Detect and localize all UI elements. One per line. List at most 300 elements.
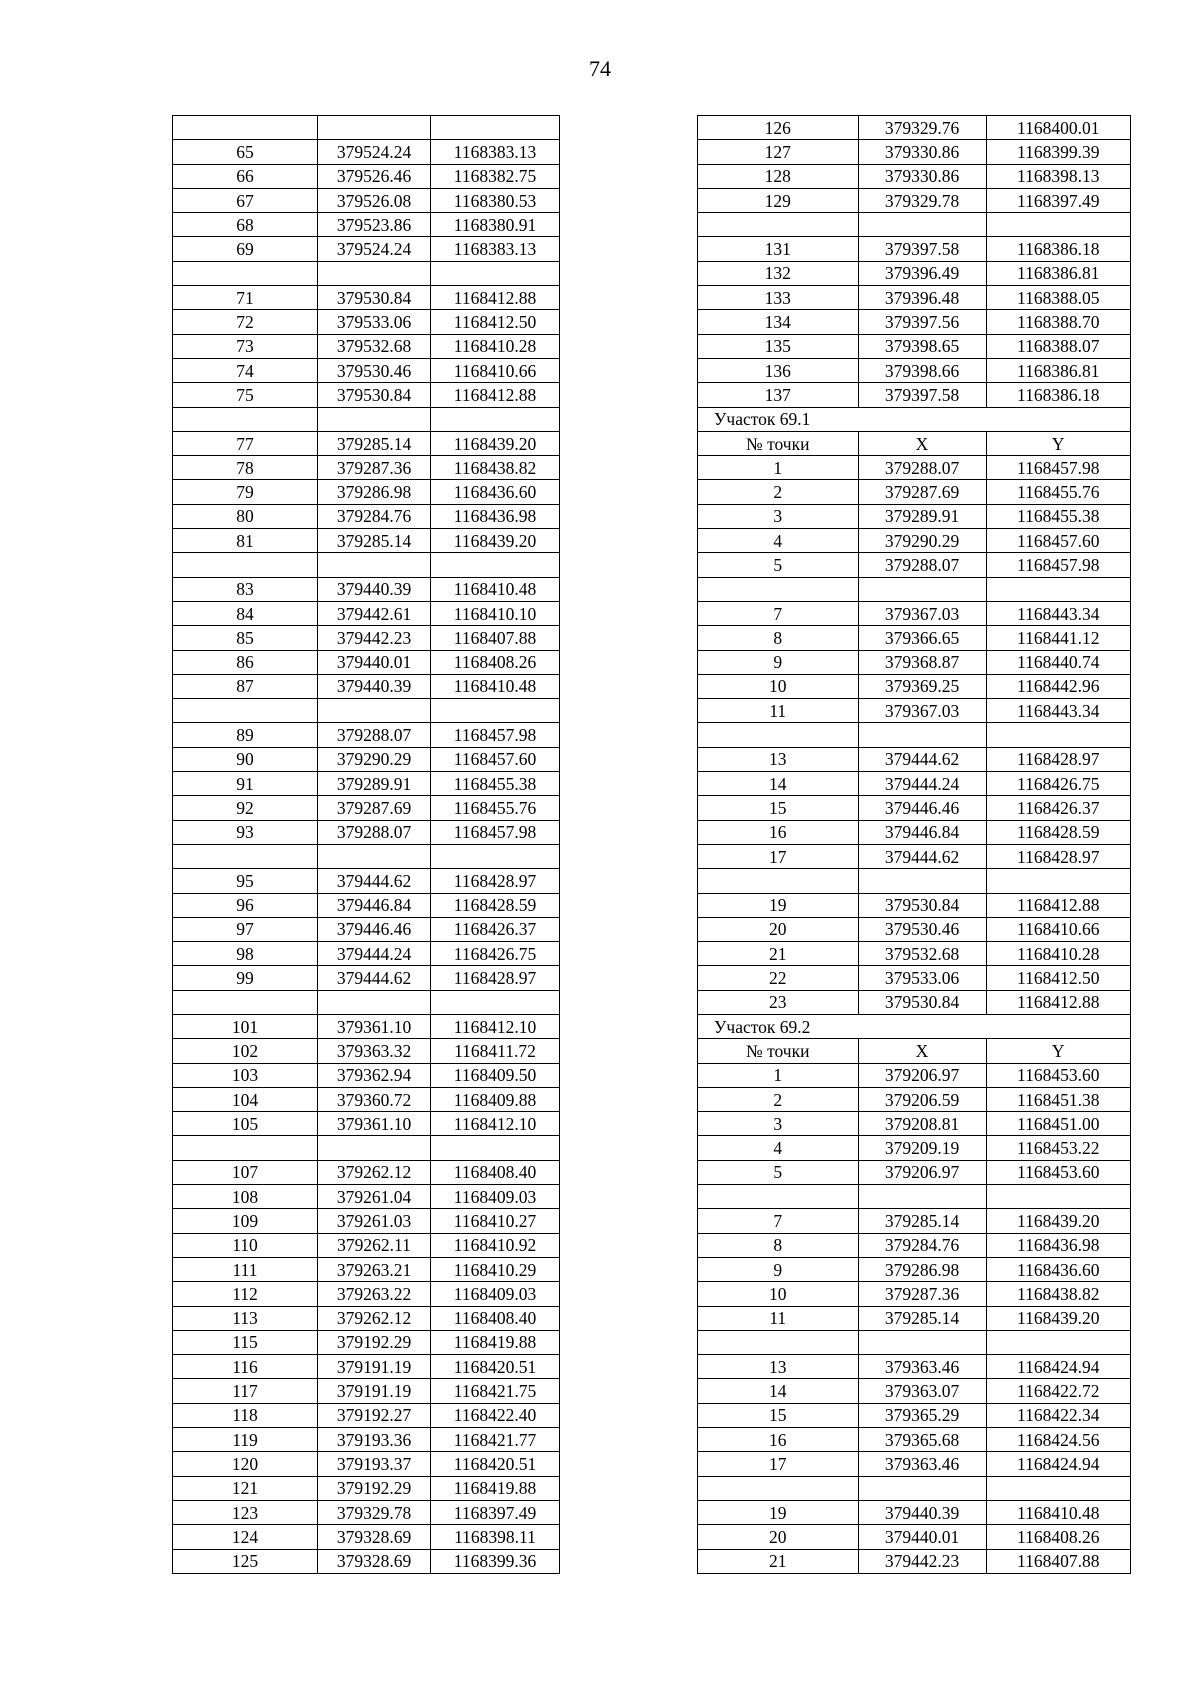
y-coordinate-cell: 1168410.29 xyxy=(431,1257,560,1281)
x-coordinate-cell: 379328.69 xyxy=(318,1549,431,1573)
table-row xyxy=(698,358,1131,382)
x-coordinate-cell xyxy=(858,1476,986,1500)
y-coordinate-cell: 1168457.98 xyxy=(986,456,1131,480)
point-number-cell: 125 xyxy=(173,1549,318,1573)
section-heading-spacer xyxy=(986,407,1131,431)
empty-separator-row xyxy=(698,869,1131,893)
empty-separator-row xyxy=(173,261,560,285)
x-coordinate-cell: 379440.39 xyxy=(858,1500,986,1524)
coordinates-table-left xyxy=(172,115,560,1574)
x-coordinate-cell: 379523.86 xyxy=(318,213,431,237)
table-row xyxy=(173,796,560,820)
table-row xyxy=(173,772,560,796)
table-row xyxy=(698,1112,1131,1136)
table-row xyxy=(173,1500,560,1524)
x-coordinate-cell: 379193.37 xyxy=(318,1452,431,1476)
y-coordinate-cell: 1168412.50 xyxy=(986,966,1131,990)
x-coordinate-cell: 379329.78 xyxy=(318,1500,431,1524)
x-coordinate-cell: 379444.62 xyxy=(858,747,986,771)
table-row xyxy=(173,1160,560,1184)
table-row xyxy=(173,747,560,771)
table-row xyxy=(173,310,560,334)
y-coordinate-cell: 1168453.60 xyxy=(986,1063,1131,1087)
point-number-cell: 131 xyxy=(698,237,859,261)
point-number-cell xyxy=(173,261,318,285)
y-coordinate-cell xyxy=(986,1476,1131,1500)
table-row xyxy=(173,893,560,917)
x-coordinate-cell: 379288.07 xyxy=(858,456,986,480)
y-coordinate-cell: 1168410.66 xyxy=(431,358,560,382)
point-number-cell: 1 xyxy=(698,1063,859,1087)
x-coordinate-cell xyxy=(318,261,431,285)
y-coordinate-cell: 1168397.49 xyxy=(986,188,1131,212)
y-coordinate-cell: 1168383.13 xyxy=(431,140,560,164)
point-number-cell: 16 xyxy=(698,1428,859,1452)
x-coordinate-cell: 379361.10 xyxy=(318,1014,431,1038)
table-row xyxy=(698,1403,1131,1427)
x-coordinate-cell: 379365.29 xyxy=(858,1403,986,1427)
x-coordinate-cell: 379530.46 xyxy=(318,358,431,382)
y-coordinate-cell xyxy=(431,553,560,577)
y-coordinate-cell: 1168453.22 xyxy=(986,1136,1131,1160)
point-number-cell: 99 xyxy=(173,966,318,990)
coordinates-table-right-body xyxy=(698,116,1131,1574)
table-row xyxy=(173,1257,560,1281)
table-row xyxy=(698,188,1131,212)
empty-separator-row xyxy=(698,1185,1131,1209)
y-coordinate-cell: 1168451.38 xyxy=(986,1087,1131,1111)
y-coordinate-cell: 1168412.88 xyxy=(986,893,1131,917)
y-coordinate-cell: 1168408.26 xyxy=(431,650,560,674)
point-number-cell: 92 xyxy=(173,796,318,820)
y-coordinate-cell: 1168422.34 xyxy=(986,1403,1131,1427)
x-coordinate-cell: 379367.03 xyxy=(858,699,986,723)
empty-separator-row xyxy=(698,1476,1131,1500)
point-number-cell xyxy=(698,1330,859,1354)
table-row xyxy=(173,942,560,966)
x-coordinate-cell: 379285.14 xyxy=(858,1209,986,1233)
y-coordinate-cell: 1168439.20 xyxy=(431,529,560,553)
point-number-cell: 133 xyxy=(698,286,859,310)
point-number-cell: 11 xyxy=(698,699,859,723)
y-coordinate-cell: 1168442.96 xyxy=(986,674,1131,698)
table-row xyxy=(173,1525,560,1549)
point-number-cell: 134 xyxy=(698,310,859,334)
x-coordinate-cell: 379524.24 xyxy=(318,140,431,164)
x-coordinate-cell: 379398.66 xyxy=(858,358,986,382)
table-row xyxy=(698,310,1131,334)
y-coordinate-cell: 1168410.27 xyxy=(431,1209,560,1233)
table-row xyxy=(698,1282,1131,1306)
point-number-cell xyxy=(173,1136,318,1160)
x-coordinate-cell xyxy=(858,869,986,893)
y-coordinate-cell: 1168409.88 xyxy=(431,1087,560,1111)
point-number-cell: 69 xyxy=(173,237,318,261)
point-number-cell xyxy=(173,699,318,723)
point-number-cell xyxy=(173,116,318,140)
table-row xyxy=(173,188,560,212)
point-number-cell: 68 xyxy=(173,213,318,237)
x-coordinate-cell: 379289.91 xyxy=(318,772,431,796)
y-coordinate-cell: 1168400.01 xyxy=(986,116,1131,140)
table-row xyxy=(173,1379,560,1403)
x-coordinate-cell: 379262.12 xyxy=(318,1306,431,1330)
table-row xyxy=(698,1257,1131,1281)
y-coordinate-cell: 1168421.75 xyxy=(431,1379,560,1403)
point-number-cell: 8 xyxy=(698,1233,859,1257)
x-coordinate-cell: 379191.19 xyxy=(318,1379,431,1403)
table-row xyxy=(698,893,1131,917)
table-row xyxy=(173,456,560,480)
x-coordinate-cell: 379192.29 xyxy=(318,1476,431,1500)
x-coordinate-cell: 379193.36 xyxy=(318,1428,431,1452)
y-coordinate-cell: 1168410.10 xyxy=(431,601,560,625)
coordinates-table-left-body xyxy=(173,116,560,1574)
y-coordinate-cell: 1168407.88 xyxy=(431,626,560,650)
empty-separator-row xyxy=(698,1330,1131,1354)
y-coordinate-cell: 1168410.28 xyxy=(986,942,1131,966)
y-coordinate-cell: 1168412.88 xyxy=(431,383,560,407)
point-number-cell: 95 xyxy=(173,869,318,893)
x-coordinate-cell: 379532.68 xyxy=(858,942,986,966)
table-row xyxy=(698,1306,1131,1330)
point-number-cell: 97 xyxy=(173,917,318,941)
table-row xyxy=(698,1160,1131,1184)
y-coordinate-cell xyxy=(986,869,1131,893)
point-number-cell: 21 xyxy=(698,942,859,966)
x-coordinate-cell: 379533.06 xyxy=(318,310,431,334)
y-coordinate-cell: 1168436.98 xyxy=(986,1233,1131,1257)
y-coordinate-cell: 1168408.40 xyxy=(431,1306,560,1330)
x-coordinate-cell: 379530.84 xyxy=(318,286,431,310)
y-coordinate-cell: 1168386.81 xyxy=(986,261,1131,285)
x-coordinate-cell: 379369.25 xyxy=(858,674,986,698)
point-number-cell: 2 xyxy=(698,480,859,504)
x-coordinate-cell: 379263.22 xyxy=(318,1282,431,1306)
table-row xyxy=(698,237,1131,261)
x-coordinate-cell: 379442.23 xyxy=(318,626,431,650)
table-row xyxy=(173,286,560,310)
point-number-cell xyxy=(173,990,318,1014)
point-number-cell xyxy=(173,844,318,868)
point-number-cell: 17 xyxy=(698,1452,859,1476)
y-coordinate-cell: 1168428.97 xyxy=(431,966,560,990)
x-coordinate-cell xyxy=(858,1330,986,1354)
point-number-cell: 77 xyxy=(173,431,318,455)
point-number-cell: 19 xyxy=(698,893,859,917)
table-row xyxy=(698,140,1131,164)
x-coordinate-cell: 379446.84 xyxy=(318,893,431,917)
point-number-cell: 20 xyxy=(698,1525,859,1549)
point-number-cell: 17 xyxy=(698,844,859,868)
y-coordinate-cell: 1168457.60 xyxy=(431,747,560,771)
y-coordinate-cell: 1168438.82 xyxy=(431,456,560,480)
x-coordinate-cell: 379284.76 xyxy=(858,1233,986,1257)
table-row xyxy=(173,1452,560,1476)
table-row xyxy=(698,456,1131,480)
point-number-cell: 9 xyxy=(698,1257,859,1281)
x-coordinate-cell: 379262.11 xyxy=(318,1233,431,1257)
point-number-cell: 71 xyxy=(173,286,318,310)
table-row xyxy=(698,261,1131,285)
x-coordinate-cell: 379526.08 xyxy=(318,188,431,212)
y-coordinate-cell: 1168410.66 xyxy=(986,917,1131,941)
point-number-cell: 9 xyxy=(698,650,859,674)
point-number-cell: 23 xyxy=(698,990,859,1014)
point-number-cell: 5 xyxy=(698,1160,859,1184)
y-coordinate-cell xyxy=(431,261,560,285)
table-row xyxy=(698,334,1131,358)
x-coordinate-cell: 379362.94 xyxy=(318,1063,431,1087)
point-number-cell: 14 xyxy=(698,772,859,796)
y-coordinate-cell: 1168412.88 xyxy=(986,990,1131,1014)
table-row xyxy=(173,1428,560,1452)
x-coordinate-cell: 379446.46 xyxy=(858,796,986,820)
x-coordinate-cell: 379285.14 xyxy=(858,1306,986,1330)
y-coordinate-cell xyxy=(986,1330,1131,1354)
point-number-cell: 20 xyxy=(698,917,859,941)
y-coordinate-cell: 1168388.05 xyxy=(986,286,1131,310)
y-coordinate-cell xyxy=(986,213,1131,237)
y-coordinate-cell: 1168428.97 xyxy=(986,844,1131,868)
point-number-cell: 127 xyxy=(698,140,859,164)
y-coordinate-cell: 1168426.37 xyxy=(986,796,1131,820)
point-number-cell: 87 xyxy=(173,674,318,698)
x-coordinate-cell: 379287.36 xyxy=(858,1282,986,1306)
y-coordinate-cell: 1168457.60 xyxy=(986,529,1131,553)
y-coordinate-cell: 1168397.49 xyxy=(431,1500,560,1524)
point-number-cell: 116 xyxy=(173,1355,318,1379)
point-number-cell: 105 xyxy=(173,1112,318,1136)
x-coordinate-cell: 379287.36 xyxy=(318,456,431,480)
point-number-cell: 137 xyxy=(698,383,859,407)
table-row xyxy=(173,917,560,941)
x-coordinate-cell: 379191.19 xyxy=(318,1355,431,1379)
x-coordinate-cell: 379444.24 xyxy=(318,942,431,966)
point-number-cell: 10 xyxy=(698,1282,859,1306)
x-coordinate-cell: 379440.01 xyxy=(858,1525,986,1549)
table-row xyxy=(173,1063,560,1087)
empty-separator-row xyxy=(698,213,1131,237)
y-coordinate-cell: 1168424.56 xyxy=(986,1428,1131,1452)
table-row xyxy=(173,1476,560,1500)
point-number-cell: 81 xyxy=(173,529,318,553)
point-number-cell: 78 xyxy=(173,456,318,480)
point-number-cell: 74 xyxy=(173,358,318,382)
table-row xyxy=(698,650,1131,674)
point-number-cell: 136 xyxy=(698,358,859,382)
table-row xyxy=(173,237,560,261)
point-number-cell: 80 xyxy=(173,504,318,528)
y-coordinate-cell: 1168412.88 xyxy=(431,286,560,310)
point-number-cell: 128 xyxy=(698,164,859,188)
y-coordinate-cell: 1168455.76 xyxy=(986,480,1131,504)
x-coordinate-cell: 379285.14 xyxy=(318,529,431,553)
table-row xyxy=(698,286,1131,310)
x-coordinate-cell: 379290.29 xyxy=(858,529,986,553)
point-number-cell xyxy=(698,213,859,237)
x-coordinate-cell xyxy=(858,723,986,747)
point-number-cell: 132 xyxy=(698,261,859,285)
y-coordinate-cell: Y xyxy=(986,431,1131,455)
y-coordinate-cell: 1168409.50 xyxy=(431,1063,560,1087)
x-coordinate-cell: 379365.68 xyxy=(858,1428,986,1452)
table-row xyxy=(173,626,560,650)
point-number-cell: 65 xyxy=(173,140,318,164)
point-number-cell: 119 xyxy=(173,1428,318,1452)
point-number-cell: 89 xyxy=(173,723,318,747)
y-coordinate-cell: 1168386.81 xyxy=(986,358,1131,382)
y-coordinate-cell: 1168457.98 xyxy=(431,723,560,747)
x-coordinate-cell: 379530.46 xyxy=(858,917,986,941)
point-number-cell: 85 xyxy=(173,626,318,650)
point-number-cell xyxy=(173,407,318,431)
table-row xyxy=(173,650,560,674)
point-number-cell: 3 xyxy=(698,504,859,528)
y-coordinate-cell: 1168438.82 xyxy=(986,1282,1131,1306)
y-coordinate-cell: 1168421.77 xyxy=(431,1428,560,1452)
table-row xyxy=(698,1039,1131,1063)
table-row xyxy=(173,1112,560,1136)
x-coordinate-cell: 379526.46 xyxy=(318,164,431,188)
point-number-cell: 96 xyxy=(173,893,318,917)
table-row xyxy=(698,1379,1131,1403)
y-coordinate-cell: 1168388.70 xyxy=(986,310,1131,334)
x-coordinate-cell: X xyxy=(858,1039,986,1063)
point-number-cell: 14 xyxy=(698,1379,859,1403)
y-coordinate-cell: 1168426.75 xyxy=(431,942,560,966)
x-coordinate-cell: 379530.84 xyxy=(858,893,986,917)
y-coordinate-cell: 1168439.20 xyxy=(431,431,560,455)
x-coordinate-cell: 379396.49 xyxy=(858,261,986,285)
table-row xyxy=(698,990,1131,1014)
table-row xyxy=(173,383,560,407)
point-number-cell xyxy=(698,1185,859,1209)
empty-separator-row xyxy=(173,407,560,431)
y-coordinate-cell: 1168419.88 xyxy=(431,1330,560,1354)
point-number-cell: № точки xyxy=(698,431,859,455)
y-coordinate-cell xyxy=(431,116,560,140)
table-row xyxy=(698,1136,1131,1160)
table-row xyxy=(173,1209,560,1233)
point-number-cell: 93 xyxy=(173,820,318,844)
y-coordinate-cell: 1168412.50 xyxy=(431,310,560,334)
table-row xyxy=(173,504,560,528)
point-number-cell: 135 xyxy=(698,334,859,358)
x-coordinate-cell: 379442.23 xyxy=(858,1549,986,1573)
point-number-cell: 109 xyxy=(173,1209,318,1233)
x-coordinate-cell: 379530.84 xyxy=(858,990,986,1014)
x-coordinate-cell: 379288.07 xyxy=(318,723,431,747)
table-row xyxy=(698,844,1131,868)
table-row xyxy=(698,1549,1131,1573)
table-row xyxy=(173,1039,560,1063)
x-coordinate-cell xyxy=(858,213,986,237)
x-coordinate-cell xyxy=(318,990,431,1014)
table-row xyxy=(173,334,560,358)
x-coordinate-cell: 379206.59 xyxy=(858,1087,986,1111)
x-coordinate-cell: 379446.84 xyxy=(858,820,986,844)
table-row xyxy=(698,1087,1131,1111)
y-coordinate-cell: 1168410.28 xyxy=(431,334,560,358)
y-coordinate-cell: 1168412.10 xyxy=(431,1014,560,1038)
x-coordinate-cell: 379261.03 xyxy=(318,1209,431,1233)
y-coordinate-cell: 1168441.12 xyxy=(986,626,1131,650)
y-coordinate-cell: 1168410.48 xyxy=(431,674,560,698)
table-row xyxy=(173,869,560,893)
y-coordinate-cell: 1168424.94 xyxy=(986,1452,1131,1476)
x-coordinate-cell: 379444.62 xyxy=(318,966,431,990)
table-row xyxy=(173,1282,560,1306)
x-coordinate-cell: 379444.62 xyxy=(318,869,431,893)
table-row xyxy=(173,723,560,747)
table-row xyxy=(173,140,560,164)
y-coordinate-cell: 1168428.97 xyxy=(431,869,560,893)
y-coordinate-cell xyxy=(431,990,560,1014)
point-number-cell: 79 xyxy=(173,480,318,504)
point-number-cell: 22 xyxy=(698,966,859,990)
x-coordinate-cell: 379444.62 xyxy=(858,844,986,868)
x-coordinate-cell: 379285.14 xyxy=(318,431,431,455)
table-row xyxy=(173,1014,560,1038)
x-coordinate-cell: 379206.97 xyxy=(858,1063,986,1087)
y-coordinate-cell: 1168398.13 xyxy=(986,164,1131,188)
point-number-cell: 2 xyxy=(698,1087,859,1111)
table-row xyxy=(698,917,1131,941)
y-coordinate-cell: 1168408.40 xyxy=(431,1160,560,1184)
x-coordinate-cell: 379363.46 xyxy=(858,1452,986,1476)
point-number-cell: 117 xyxy=(173,1379,318,1403)
point-number-cell: 4 xyxy=(698,529,859,553)
y-coordinate-cell xyxy=(986,577,1131,601)
x-coordinate-cell: 379442.61 xyxy=(318,601,431,625)
y-coordinate-cell: 1168428.97 xyxy=(986,747,1131,771)
y-coordinate-cell: 1168443.34 xyxy=(986,601,1131,625)
point-number-cell: 67 xyxy=(173,188,318,212)
point-number-cell: 102 xyxy=(173,1039,318,1063)
point-number-cell: 73 xyxy=(173,334,318,358)
y-coordinate-cell: 1168436.98 xyxy=(431,504,560,528)
x-coordinate-cell xyxy=(858,577,986,601)
point-number-cell: 124 xyxy=(173,1525,318,1549)
point-number-cell: 107 xyxy=(173,1160,318,1184)
y-coordinate-cell: 1168457.98 xyxy=(431,820,560,844)
point-number-cell: 15 xyxy=(698,1403,859,1427)
y-coordinate-cell: 1168411.72 xyxy=(431,1039,560,1063)
point-number-cell: 13 xyxy=(698,1355,859,1379)
y-coordinate-cell: 1168426.37 xyxy=(431,917,560,941)
table-row xyxy=(698,480,1131,504)
y-coordinate-cell: 1168382.75 xyxy=(431,164,560,188)
point-number-cell: 126 xyxy=(698,116,859,140)
y-coordinate-cell: 1168424.94 xyxy=(986,1355,1131,1379)
x-coordinate-cell: 379524.24 xyxy=(318,237,431,261)
empty-separator-row xyxy=(698,577,1131,601)
table-row xyxy=(173,674,560,698)
y-coordinate-cell: 1168380.91 xyxy=(431,213,560,237)
table-row xyxy=(173,480,560,504)
y-coordinate-cell: 1168455.76 xyxy=(431,796,560,820)
table-row xyxy=(698,747,1131,771)
x-coordinate-cell: 379261.04 xyxy=(318,1185,431,1209)
point-number-cell: 4 xyxy=(698,1136,859,1160)
point-number-cell: 7 xyxy=(698,601,859,625)
point-number-cell: 101 xyxy=(173,1014,318,1038)
x-coordinate-cell xyxy=(318,844,431,868)
y-coordinate-cell: 1168420.51 xyxy=(431,1452,560,1476)
table-row xyxy=(698,942,1131,966)
x-coordinate-cell: 379289.91 xyxy=(858,504,986,528)
